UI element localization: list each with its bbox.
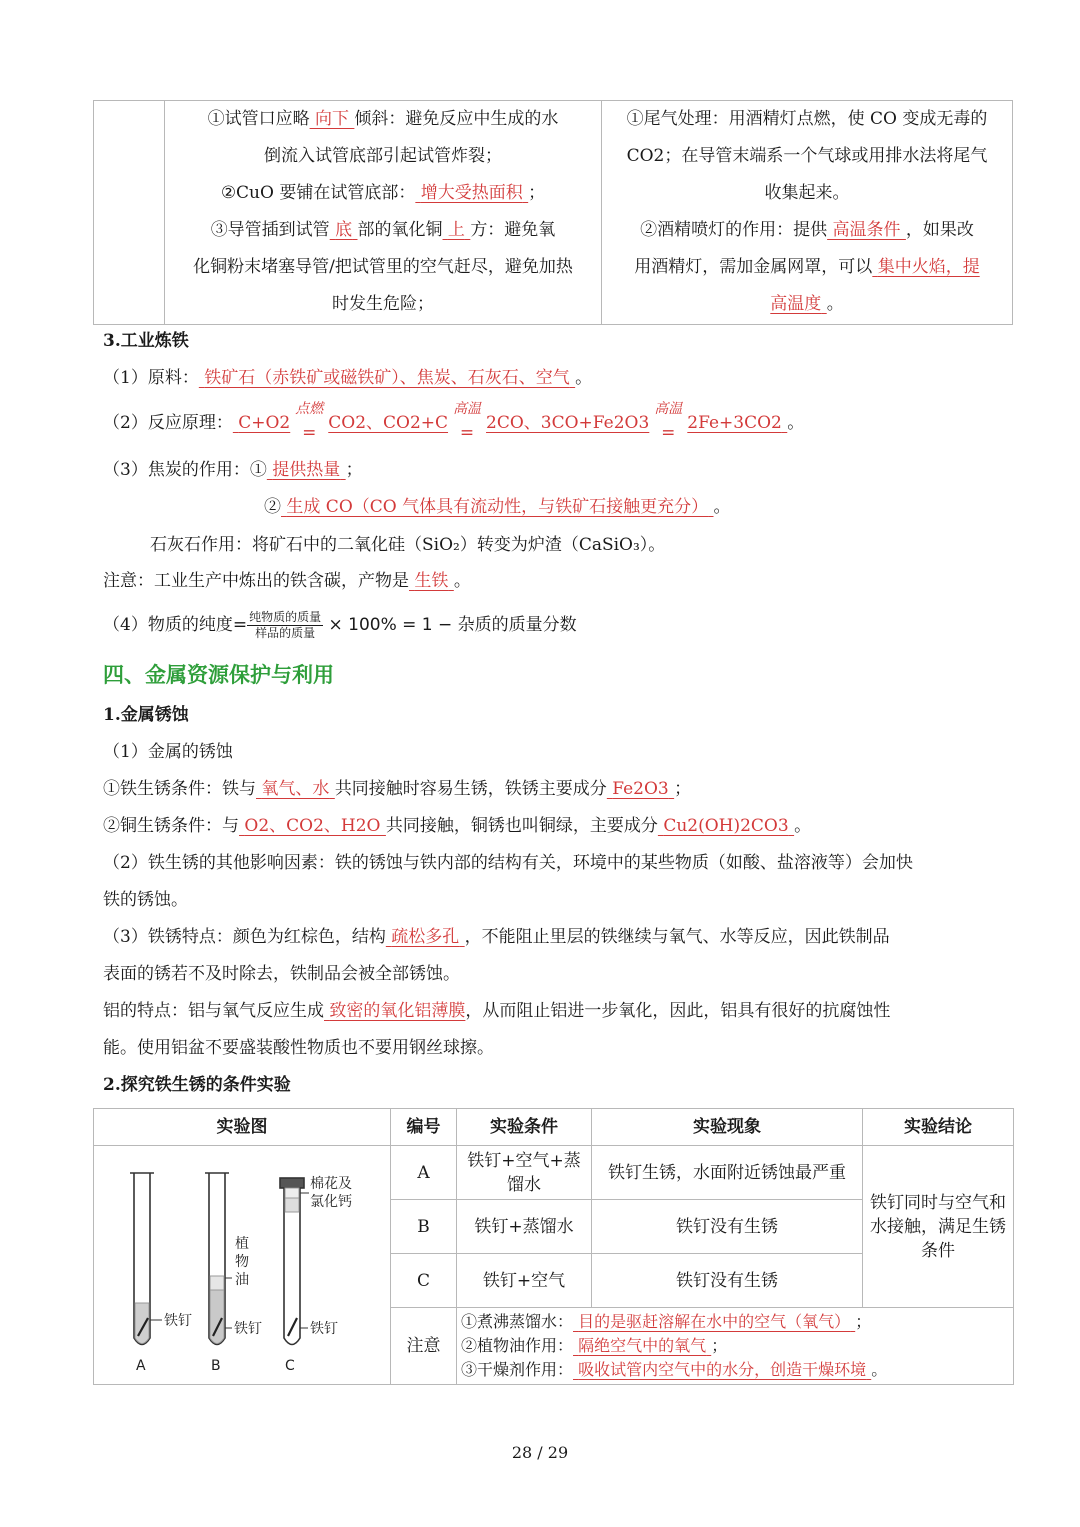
- raw-materials: （1）原料： 铁矿石（赤铁矿或磁铁矿）、焦炭、石灰石、空气 。: [103, 368, 593, 388]
- col-header: 实验条件: [457, 1109, 592, 1146]
- aluminum-line1: 铝的特点：铝与氧气反应生成 致密的氧化铝薄膜，从而阻止铝进一步氧化，因此，铝具有很好的抗腐蚀性: [103, 1001, 891, 1021]
- heading-industrial-iron: 3.工业炼铁: [103, 331, 189, 351]
- notes-cell: [457, 1308, 1014, 1385]
- cotton-label: 棉花及: [310, 1175, 352, 1192]
- purity-formula: （4）物质的纯度= $\frac{\text{纯物质的质量}}{\text{样品的质量}}$ × 100% = 1 − 杂质的质量分数: [103, 610, 577, 640]
- cacl2-label: 氯化钙: [310, 1193, 352, 1210]
- conclusion-cell: 铁钉同时与空气和水接触，满足生锈条件: [863, 1146, 1014, 1308]
- rust-features-line1: （3）铁锈特点：颜色为红棕色，结构 疏松多孔 ，不能阻止里层的铁继续与氧气、水等反应，因此铁制品: [103, 927, 890, 947]
- row-id: B: [391, 1200, 457, 1254]
- note-line: ②植物油作用： 隔绝空气中的氧气 ；: [461, 1336, 728, 1355]
- table-row: [94, 1146, 1014, 1200]
- row-condition: 铁钉+空气: [457, 1254, 592, 1308]
- nail-label: 铁钉: [164, 1312, 192, 1329]
- aluminum-line2: 能。使用铝盆不要盛装酸性物质也不要用钢丝球擦。: [103, 1038, 494, 1058]
- corrosion-p1: （1）金属的锈蚀: [103, 742, 233, 762]
- heading-corrosion: 1.金属锈蚀: [103, 705, 189, 725]
- row-phenomenon: 铁钉没有生锈: [592, 1200, 863, 1254]
- col-header: 编号: [391, 1109, 457, 1146]
- oil-label: 物: [235, 1253, 249, 1270]
- table-blank-cell: [94, 101, 165, 325]
- row-id: C: [391, 1254, 457, 1308]
- purity-fraction: $\frac{\text{纯物质的质量}}{\text{样品的质量}}$: [249, 610, 322, 640]
- heading-experiment: 2.探究铁生锈的条件实验: [103, 1075, 291, 1095]
- section-title: 四、金属资源保护与利用: [103, 663, 334, 687]
- reaction-principle: （2）反应原理： C+O2 点燃 = CO2、CO2+C 高温 = 2CO、3CO+Fe2O3 高温 = 2Fe+3CO2 。: [103, 401, 805, 443]
- col-header: 实验图: [94, 1109, 391, 1146]
- reduction-table: [93, 100, 1013, 325]
- text-line: 时发生危险；: [332, 294, 434, 314]
- rust-factors-line1: （2）铁生锈的其他影响因素：铁的锈蚀与铁内部的结构有关，环境中的某些物质（如酸、盐溶液等）会加快: [103, 853, 913, 873]
- text-line: CO2；在导管末端系一个气球或用排水法将尾气: [626, 146, 988, 166]
- rust-factors-line2: 铁的锈蚀。: [103, 890, 188, 910]
- row-condition: 铁钉+蒸馏水: [457, 1200, 592, 1254]
- coke-role-1: （3）焦炭的作用：① 提供热量 ；: [103, 460, 363, 480]
- text-line: 收集起来。: [764, 183, 850, 203]
- row-phenomenon: 铁钉没有生锈: [592, 1254, 863, 1308]
- text-line: ②酒精喷灯的作用：提供 高温条件 ，如果改: [640, 220, 974, 240]
- copper-rust-condition: ②铜生锈条件：与 O2、CO2、H2O 共同接触，铜锈也叫铜绿，主要成分 Cu2(OH)2CO3 。: [103, 816, 812, 836]
- text-line: ①尾气处理：用酒精灯点燃，使 CO 变成无毒的: [626, 109, 988, 129]
- text-line: 倒流入试管底部引起试管炸裂；: [264, 146, 502, 166]
- row-phenomenon: 铁钉生锈，水面附近锈蚀最严重: [592, 1146, 863, 1200]
- text-line: ②CuO 要铺在试管底部： 增大受热面积 ；: [220, 183, 546, 203]
- nail-label: 铁钉: [310, 1320, 338, 1337]
- experiment-table: [93, 1108, 1014, 1385]
- note-label: 注意: [391, 1308, 457, 1385]
- text-line: ①试管口应略 向下 倾斜：避免反应中生成的水: [207, 109, 559, 129]
- tube-b-label: B: [211, 1357, 221, 1374]
- text-line: ③导管插到试管 底 部的氧化铜 上 方：避免氧: [210, 220, 556, 240]
- precautions-cell: [165, 101, 602, 325]
- product-note: 注意：工业生产中炼出的铁含碳，产物是 生铁 。: [103, 571, 471, 591]
- test-tubes-figure: [94, 1148, 391, 1383]
- nail-label: 铁钉: [234, 1320, 262, 1337]
- exhaust-cell: [602, 101, 1013, 325]
- limestone-role: 石灰石作用：将矿石中的二氧化硅（SiO₂）转变为炉渣（CaSiO₃）。: [150, 535, 666, 555]
- row-id: A: [391, 1146, 457, 1200]
- note-line: ①煮沸蒸馏水： 目的是驱赶溶解在水中的空气（氧气） ；: [461, 1312, 872, 1331]
- text-line: 化铜粉末堵塞导管/把试管里的空气赶尽，避免加热: [193, 257, 573, 277]
- oil-label: 油: [235, 1271, 249, 1288]
- text-line: 用酒精灯，需加金属网罩，可以 集中火焰，提: [634, 257, 980, 277]
- col-header: 实验结论: [863, 1109, 1014, 1146]
- iron-rust-condition: ①铁生锈条件：铁与 氧气、水 共同接触时容易生锈，铁锈主要成分 Fe2O3 ；: [103, 779, 692, 799]
- note-line: ③干燥剂作用： 吸收试管内空气中的水分，创造干燥环境 。: [461, 1360, 888, 1379]
- tube-a-label: A: [136, 1357, 146, 1374]
- page-number: 28 / 29: [511, 1443, 569, 1462]
- row-condition: 铁钉+空气+蒸馏水: [457, 1146, 592, 1200]
- coke-role-2: ② 生成 CO（CO 气体具有流动性，与铁矿石接触更充分） 。: [264, 497, 731, 517]
- text-line: 高温度 。: [770, 294, 844, 314]
- rust-features-line2: 表面的锈若不及时除去，铁制品会被全部锈蚀。: [103, 964, 460, 984]
- oil-label: 植: [235, 1235, 249, 1252]
- col-header: 实验现象: [592, 1109, 863, 1146]
- table-header-row: [94, 1109, 1014, 1146]
- tube-c-label: C: [285, 1357, 295, 1374]
- experiment-figure-cell: [94, 1146, 391, 1385]
